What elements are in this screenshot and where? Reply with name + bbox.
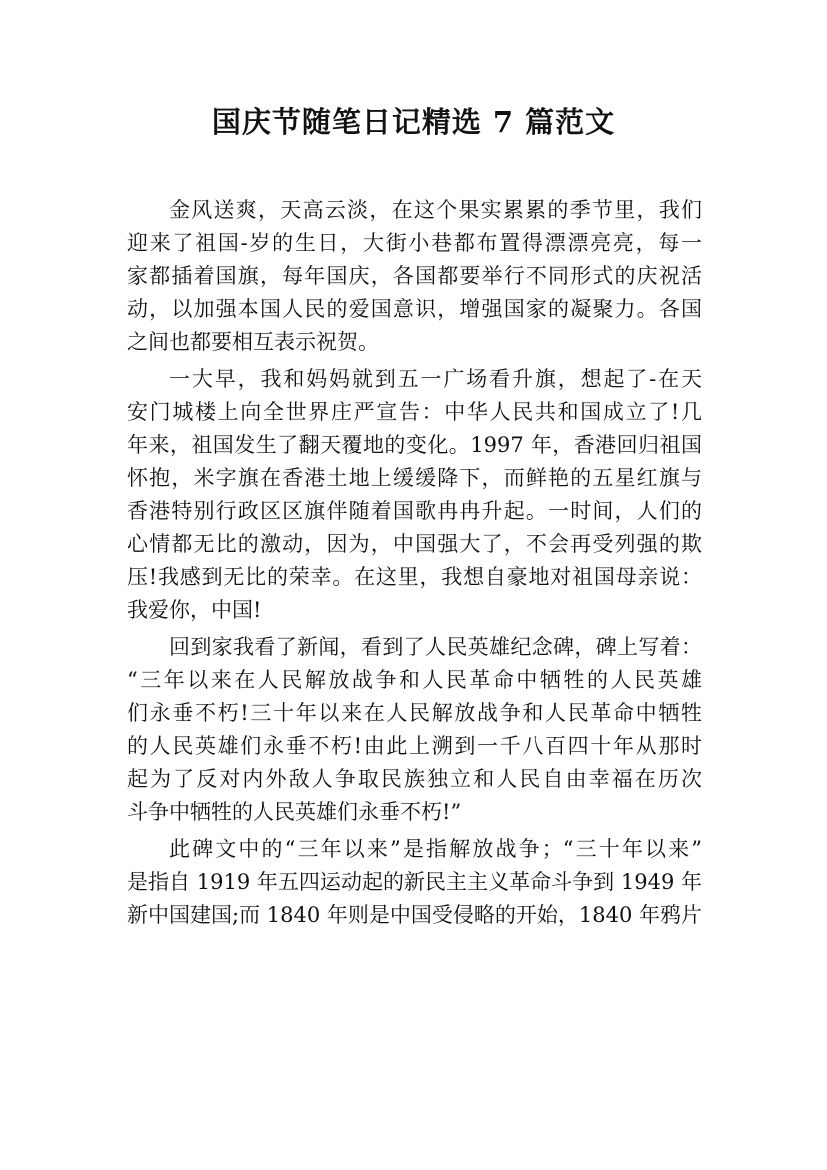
paragraph-line: 之间也都要相互表示祝贺。: [127, 330, 379, 354]
document-title: 国庆节随笔日记精选 7 篇范文: [211, 105, 616, 139]
paragraph-line: 压!我感到无比的荣幸。在这里，我想自豪地对祖国母亲说：: [127, 565, 702, 589]
paragraph-2: [127, 363, 702, 627]
paragraph-1: [127, 194, 702, 359]
paragraph-line: 动，以加强本国人民的爱国意识，增强国家的凝聚力。各国: [127, 297, 702, 321]
paragraph-line: 家都插着国旗，每年国庆，各国都要举行不同形式的庆祝活: [127, 264, 702, 288]
document-body: [127, 194, 702, 936]
paragraph-line: 迎来了祖国-岁的生日，大街小巷都布置得漂漂亮亮，每一: [127, 231, 702, 255]
paragraph-4: [127, 833, 702, 932]
paragraph-line: 怀抱，米字旗在香港土地上缓缓降下，而鲜艳的五星红旗与: [127, 466, 702, 490]
paragraph-line: 们永垂不朽!三十年以来在人民解放战争和人民革命中牺牲: [127, 701, 702, 725]
paragraph-line: 一大早，我和妈妈就到五一广场看升旗，想起了-在天: [169, 367, 702, 391]
paragraph-line: 我爱你，中国!: [127, 598, 262, 622]
paragraph-line: 是指自 1919 年五四运动起的新民主主义革命斗争到 1949 年: [127, 870, 702, 894]
paragraph-line: 金风送爽，天高云淡，在这个果实累累的季节里，我们: [169, 198, 702, 222]
paragraph-line: 起为了反对内外敌人争取民族独立和人民自由幸福在历次: [127, 767, 702, 791]
paragraph-line: 回到家我看了新闻，看到了人民英雄纪念碑，碑上写着：: [169, 635, 702, 659]
paragraph-line: 此碑文中的“三年以来”是指解放战争；“三十年以来”: [169, 837, 702, 861]
paragraph-line: 新中国建国;而 1840 年则是中国受侵略的开始，1840 年鸦片: [127, 903, 702, 927]
paragraph-line: “三年以来在人民解放战争和人民革命中牺牲的人民英雄: [127, 668, 702, 692]
paragraph-line: 的人民英雄们永垂不朽!由此上溯到一千八百四十年从那时: [127, 734, 702, 758]
paragraph-line: 年来，祖国发生了翻天覆地的变化。1997 年，香港回归祖国: [127, 433, 702, 457]
paragraph-line: 安门城楼上向全世界庄严宣告：中华人民共和国成立了!几: [127, 400, 702, 424]
paragraph-3: [127, 631, 702, 829]
paragraph-line: 香港特别行政区区旗伴随着国歌冉冉升起。一时间，人们的: [127, 499, 702, 523]
paragraph-line: 斗争中牺牲的人民英雄们永垂不朽!”: [127, 800, 462, 824]
paragraph-line: 心情都无比的激动，因为，中国强大了，不会再受列强的欺: [127, 532, 702, 556]
